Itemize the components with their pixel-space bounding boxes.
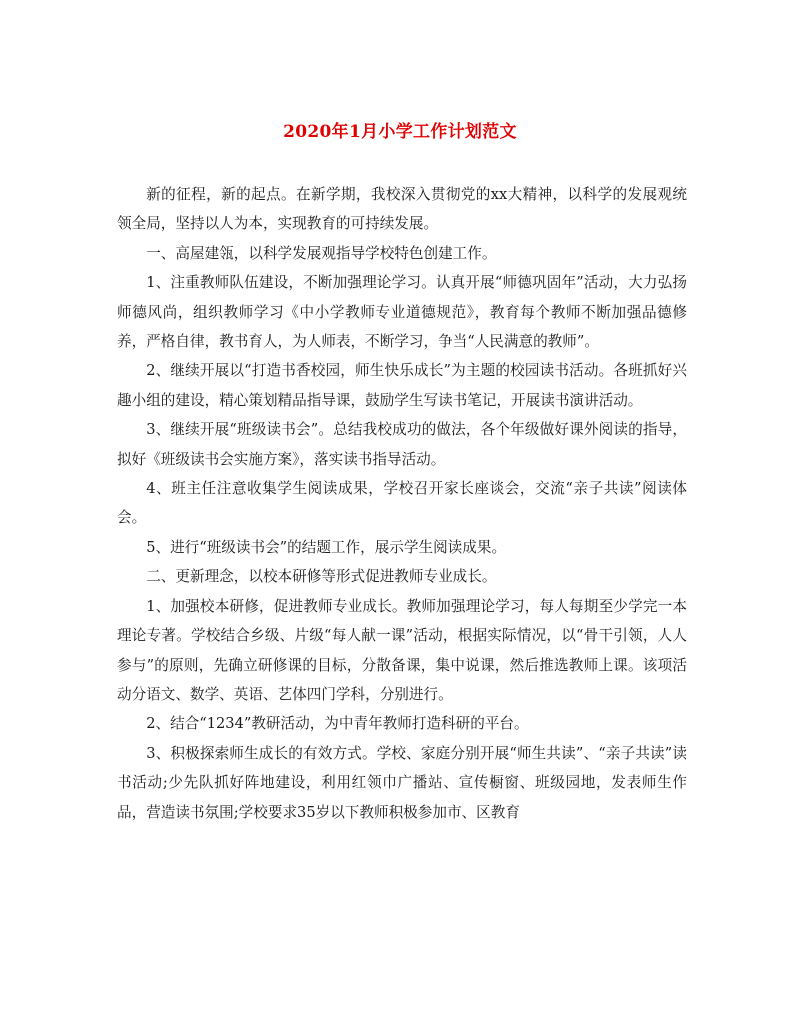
document-body	[117, 180, 687, 827]
paragraph-1-4: 4、班主任注意收集学生阅读成果，学校召开家长座谈会，交流“亲子共读”阅读体会。	[117, 480, 687, 527]
section-heading-2: 二、更新理念，以校本研修等形式促进教师专业成长。	[146, 568, 497, 586]
paragraph-1-2: 2、继续开展以“打造书香校园，师生快乐成长”为主题的校园读书活动。各班抓好兴趣小组的建设，精心策划精品指导课，鼓励学生写读书笔记，开展读书演讲活动。	[117, 362, 687, 409]
paragraph-1-5: 5、进行“班级读书会”的结题工作，展示学生阅读成果。	[146, 538, 507, 556]
paragraph-2-2: 2、结合“1234”教研活动，为中青年教师打造科研的平台。	[146, 715, 529, 733]
document-title: 2020年1月小学工作计划范文	[283, 122, 517, 142]
paragraph-1-3: 3、继续开展“班级读书会”。总结我校成功的做法，各个年级做好课外阅读的指导，拟好《班级读书会实施方案》，落实读书指导活动。	[117, 421, 687, 468]
paragraph-2-3: 3、积极探索师生成长的有效方式。学校、家庭分别开展“师生共读”、“亲子共读”读书活动;少先队抓好阵地建设，利用红领巾广播站、宣传橱窗、班级园地，发表师生作品，营造读书氛围;学校要求35岁以下教师积极参加市、区教育	[117, 744, 687, 821]
section-heading-1: 一、高屋建瓴，以科学发展观指导学校特色创建工作。	[146, 244, 497, 262]
paragraph-intro: 新的征程，新的起点。在新学期，我校深入贯彻党的xx大精神，以科学的发展观统领全局，坚持以人为本，实现教育的可持续发展。	[117, 186, 687, 233]
paragraph-2-1: 1、加强校本研修，促进教师专业成长。教师加强理论学习，每人每期至少学完一本理论专著。学校结合乡级、片级“每人献一课”活动，根据实际情况，以“骨干引领，人人参与”的原则，先确立研修课的目标，分散备课，集中说课，然后推选教师上课。该项活动分语文、数学、英语、艺体四门学科，分别进行。	[117, 597, 687, 703]
paragraph-1-1: 1、注重教师队伍建设，不断加强理论学习。认真开展“师德巩固年”活动，大力弘扬师德风尚，组织教师学习《中小学教师专业道德规范》，教育每个教师不断加强品德修养，严格自律，教书育人，为人师表，不断学习，争当“人民满意的教师”。	[117, 274, 687, 351]
